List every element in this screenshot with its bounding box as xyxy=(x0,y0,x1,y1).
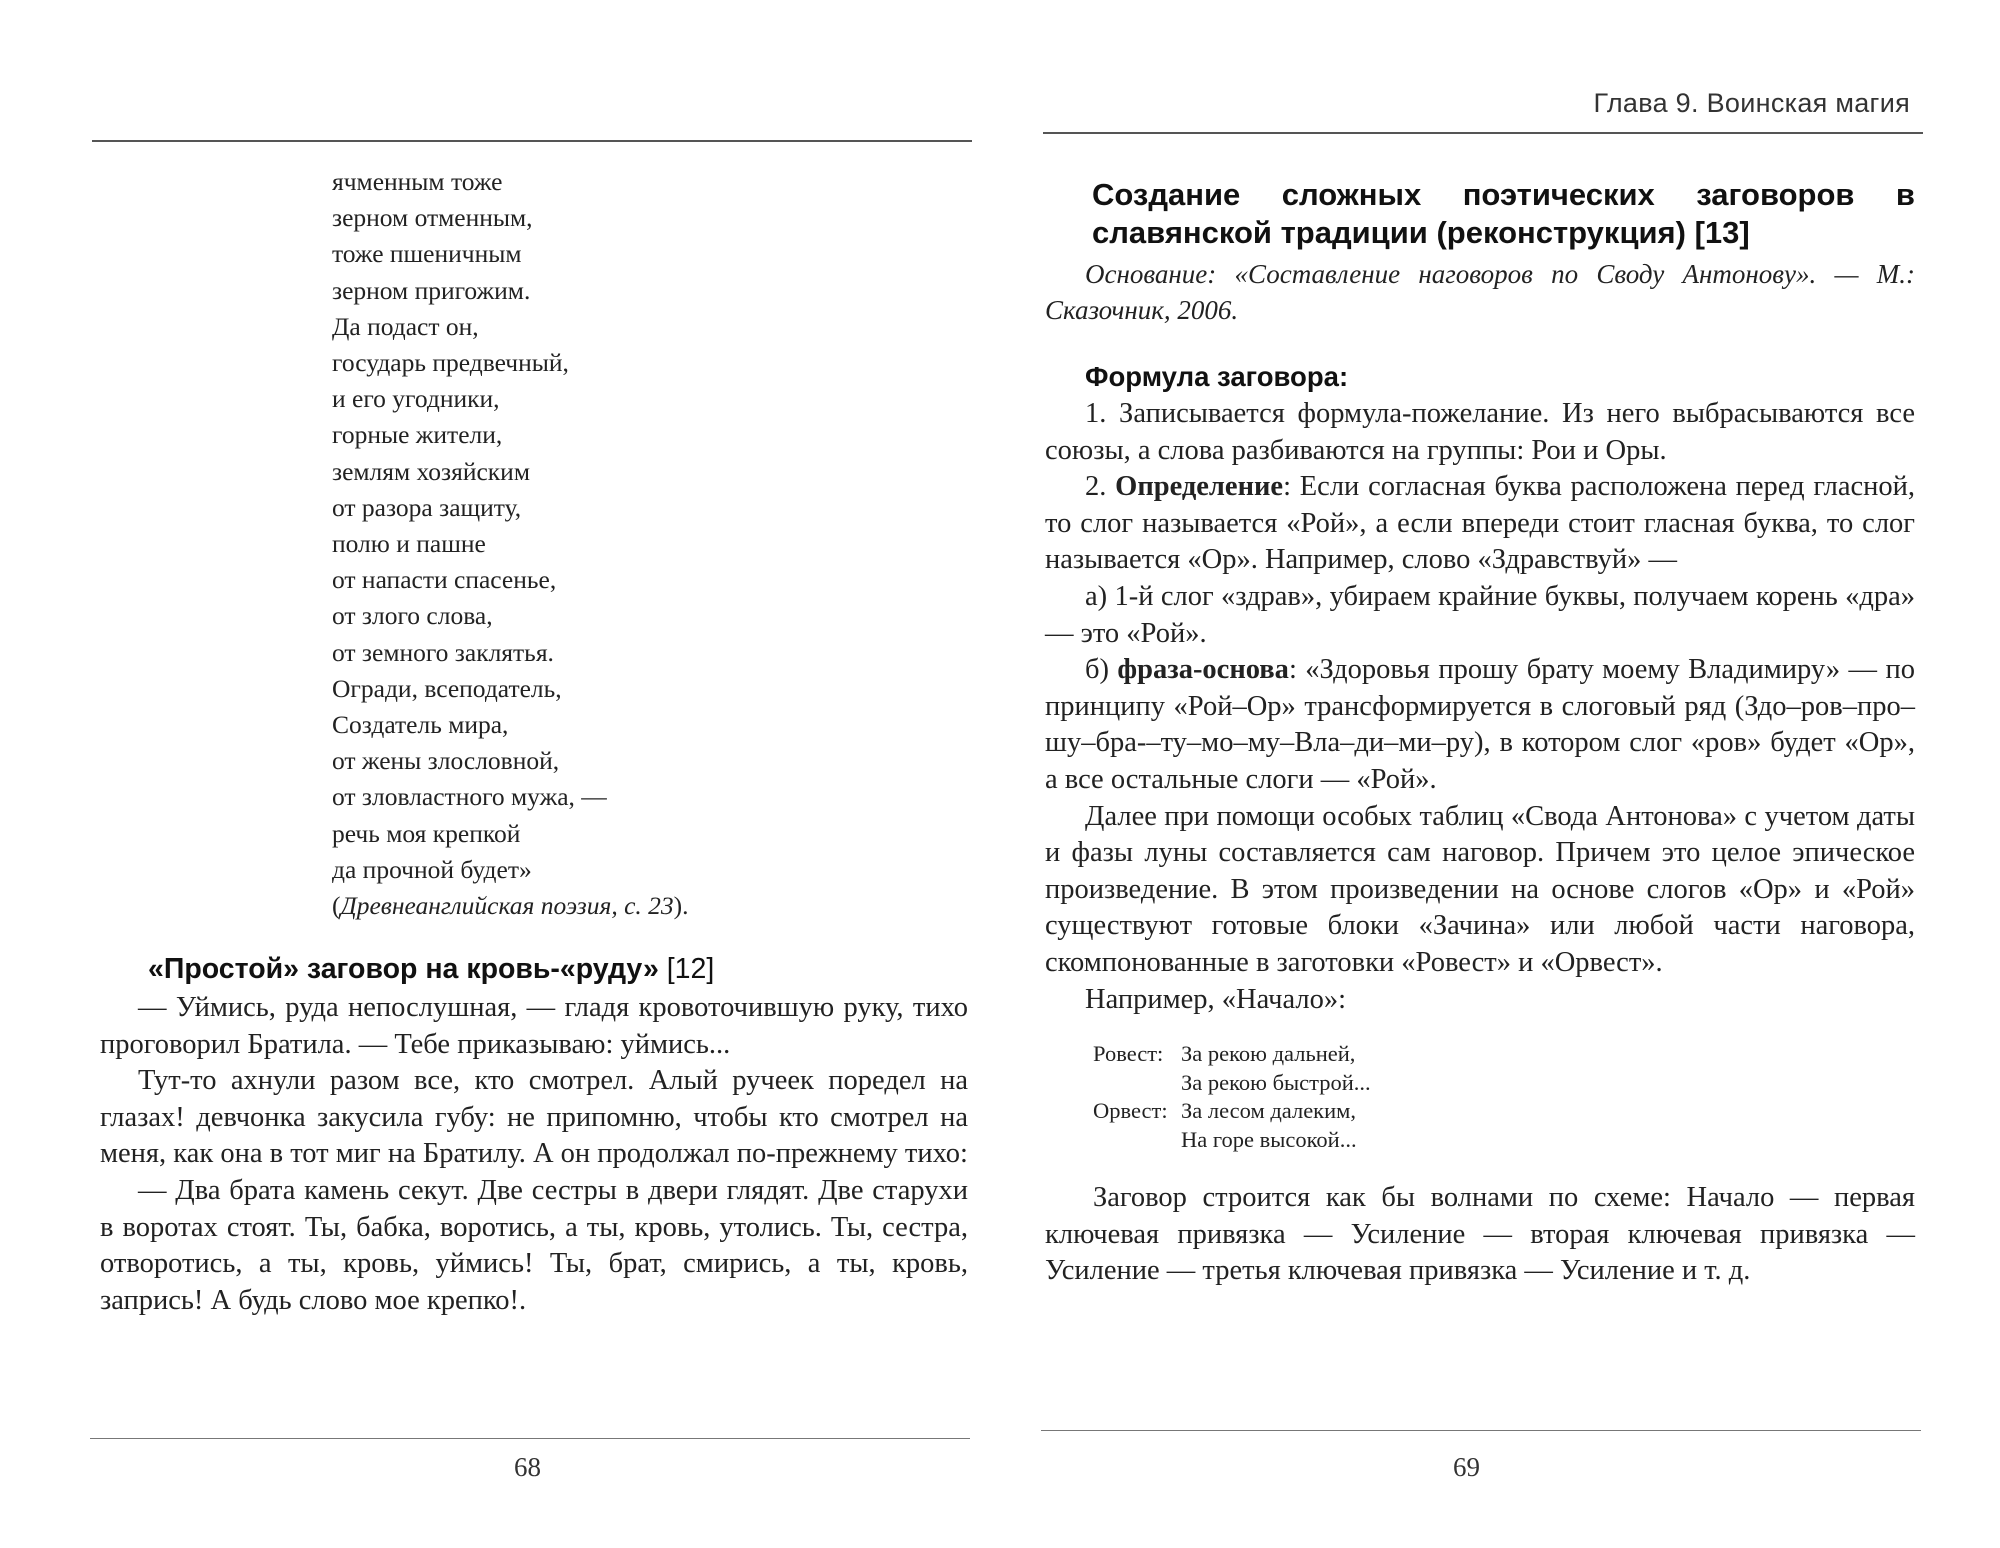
section-title: Создание сложных поэтических заговоров в славянской традиции (реконструкция) [13] xyxy=(1092,177,1915,250)
verse-line: За лесом далеким, xyxy=(1181,1098,1357,1124)
paragraph: — Два брата камень секут. Две сестры в двери глядят. Две старухи в воротах стоят. Ты, бабка, воротись, а ты, кровь, утолись. Ты, сестра, отворотись, а ты, кровь, уймись! Ты, брат, смирись, а ты, кровь, запрись! А будь слово мое крепко!. xyxy=(100,1174,968,1316)
verse-row xyxy=(1093,1069,1915,1098)
paragraph-text: : Если согласная буква расположена перед гласной, то слог называется «Рой», а если впереди стоит гласная буква, то слог называется «Ор». Например, слово «Здравствуй» — xyxy=(1045,471,1915,576)
example-label: Например, «Начало»: xyxy=(1085,983,1347,1015)
verse-label: Ровест: xyxy=(1093,1041,1164,1067)
poem-excerpt xyxy=(332,164,689,924)
term-phrase-base: фраза-основа xyxy=(1117,654,1289,686)
poem-line: ячменным тоже xyxy=(332,167,503,196)
verse-row xyxy=(1093,1097,1915,1126)
poem-line: тоже пшеничным xyxy=(332,239,522,269)
item-letter: б) xyxy=(1085,654,1118,686)
left-bottom-rule xyxy=(90,1438,970,1439)
poem-line: Создатель мира, xyxy=(332,710,509,740)
paragraph: 1. Записывается формула-пожелание. Из него выбрасываются все союзы, а слова разбиваются на группы: Рои и Оры. xyxy=(1045,398,1915,466)
item-number: 2. xyxy=(1085,471,1116,503)
example-verse xyxy=(1093,1040,1915,1154)
poem-line: зерном отменным, xyxy=(332,203,533,233)
paragraph: Заговор строится как бы волнами по схеме: Начало — первая ключевая привязка — Усиление — вторая ключевая привязка — Усиление — третья ключевая привязка — Усиление и т. д. xyxy=(1045,1182,1915,1287)
verse-row xyxy=(1093,1126,1915,1155)
left-page xyxy=(0,0,995,1548)
right-bottom-rule xyxy=(1041,1430,1921,1431)
poem-line: да прочной будет» xyxy=(332,854,532,884)
poem-line: государь предвечный, xyxy=(332,348,569,378)
poem-line: и его угодники, xyxy=(332,384,500,414)
poem-line: Да подаст он, xyxy=(332,311,479,341)
poem-citation-text: Древнеанглийская поэзия, с. 23 xyxy=(340,891,674,921)
verse-line: На горе высокой... xyxy=(1181,1126,1357,1152)
poem-line: от напасти спасенье, xyxy=(332,565,557,595)
right-page xyxy=(1005,0,2000,1548)
paragraph xyxy=(1045,469,1915,579)
section-title-text: «Простой» заговор на кровь-«руду» xyxy=(148,953,659,985)
poem-line: зерном пригожим. xyxy=(332,275,531,305)
formula-title: Формула заговора: xyxy=(1085,361,1349,392)
verse-line: За рекою быстрой... xyxy=(1181,1069,1371,1095)
poem-line: речь моя крепкой xyxy=(332,818,521,848)
paragraph-text: : «Здоровья прошу брату моему Владимиру» — по принципу «Рой–Ор» трансформируется в слоговый ряд (Здо–ров–про–шу–бра-–ту–мо–му–Вла–ди–ми–ру), в котором слог «ров» будет «Ор», а все остальные слоги — «Рой». xyxy=(1045,654,1915,795)
complex-charms-section xyxy=(1045,176,1915,1290)
poem-line: от разора защиту, xyxy=(332,492,522,522)
poem-line: горные жители, xyxy=(332,420,503,450)
term-definition: Определение xyxy=(1115,471,1284,503)
paragraph: Тут-то ахнули разом все, кто смотрел. Алый ручеек поредел на глазах! девчонка закусила губу: не припомню, чтобы кто смотрел на меня, как она в тот миг на Братилу. А он продолжал по-прежнему тихо: xyxy=(100,1065,968,1170)
poem-citation: (Древнеанглийская поэзия, с. 23). xyxy=(332,891,689,921)
verse-line: За рекою дальней, xyxy=(1181,1041,1356,1067)
poem-line: от земного заклятья. xyxy=(332,637,554,667)
paragraph: а) 1-й слог «здрав», убираем крайние буквы, получаем корень «дра» — это «Рой». xyxy=(1045,580,1915,649)
paragraph: — Уймись, руда непослушная, — гладя кровоточившую руку, тихо проговорил Братила. — Тебе приказываю: уймись... xyxy=(100,992,968,1060)
blood-charm-section xyxy=(100,948,968,1319)
paragraph xyxy=(1045,652,1915,798)
poem-line: от злого слова, xyxy=(332,601,493,631)
section-title xyxy=(148,948,968,990)
paragraph: Далее при помощи особых таблиц «Свода Антонова» с учетом даты и фазы луны составляется сам наговор. Причем это целое эпическое произведение. В этом произведении на основе слогов «Ор» и «Рой» существуют готовые блоки «Зачина» или любой части наговора, скомпонованные в заготовки «Ровест» и «Орвест». xyxy=(1045,800,1915,978)
right-top-rule xyxy=(1043,132,1923,134)
poem-line: Огради, всеподатель, xyxy=(332,673,562,703)
verse-row xyxy=(1093,1040,1915,1069)
poem-line: полю и пашне xyxy=(332,529,486,559)
left-top-rule xyxy=(92,140,972,142)
poem-line: от зловластного мужа, — xyxy=(332,782,607,812)
running-head: Глава 9. Воинская магия xyxy=(1593,88,1910,118)
page-number: 69 xyxy=(1453,1452,1480,1482)
section-ref: [12] xyxy=(666,953,715,985)
verse-label: Орвест: xyxy=(1093,1098,1168,1124)
page-number: 68 xyxy=(514,1452,541,1482)
poem-line: от жены злословной, xyxy=(332,746,560,776)
basis-citation: Основание: «Составление наговоров по Своду Антонову». — М.: Сказочник, 2006. xyxy=(1045,259,1915,325)
poem-line: землям хозяйским xyxy=(332,456,530,486)
